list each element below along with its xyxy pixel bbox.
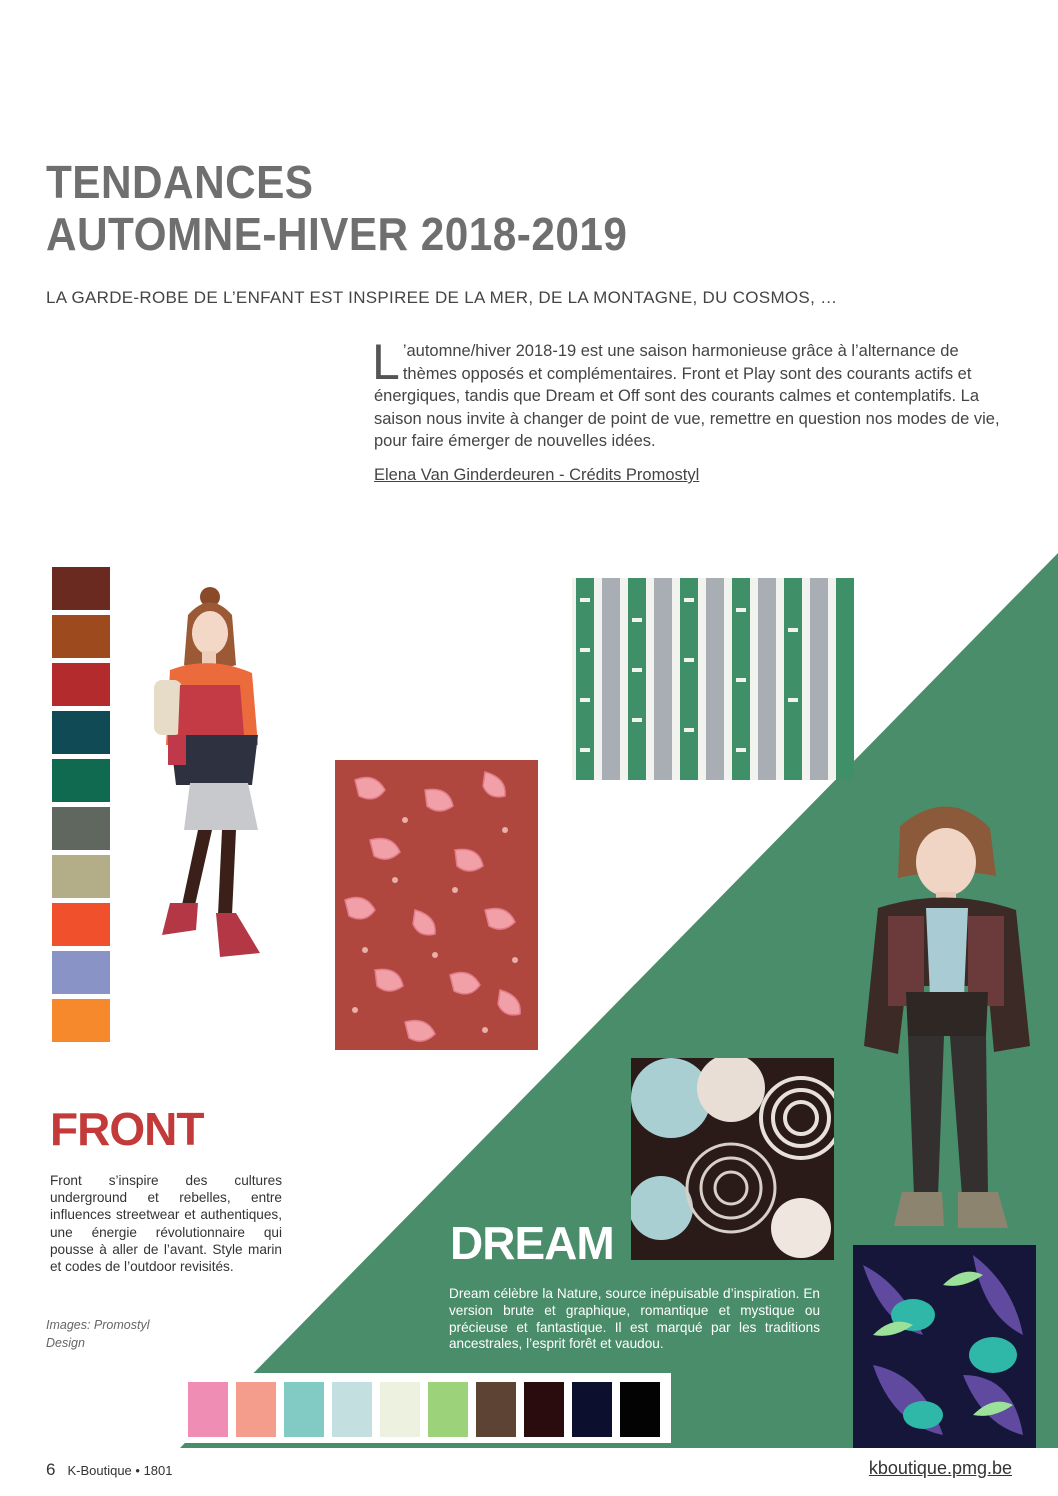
shrimp-print-pattern xyxy=(335,760,538,1050)
front-palette-swatch xyxy=(52,855,110,898)
dream-palette-swatch xyxy=(524,1382,564,1437)
girl-fashion-illustration xyxy=(140,585,270,960)
images-credit-line-1: Images: Promostyl xyxy=(46,1318,150,1332)
footer-publication-info xyxy=(46,1460,172,1480)
front-palette-swatch xyxy=(52,567,110,610)
front-palette-swatch xyxy=(52,615,110,658)
dream-description: Dream célèbre la Nature, source inépuisable d’inspiration. En version brute et graphique, romantique et mystique ou précieuse et fantastique. Il est marqué par les traditions ancestrales, l’esprit forêt et vaudou. xyxy=(449,1286,820,1352)
page-title xyxy=(46,156,627,260)
dream-botanical-pattern xyxy=(853,1245,1036,1448)
dream-circles-pattern xyxy=(631,1058,834,1260)
dream-palette-swatch xyxy=(188,1382,228,1437)
dream-palette-swatch xyxy=(236,1382,276,1437)
front-palette-swatch xyxy=(52,807,110,850)
front-palette-swatch xyxy=(52,903,110,946)
page-number: 6 xyxy=(46,1460,56,1479)
publication-issue: K-Boutique • 1801 xyxy=(67,1463,173,1478)
author-credit-link[interactable]: Elena Van Ginderdeuren - Crédits Promostyl xyxy=(374,466,700,484)
dream-palette-swatch xyxy=(428,1382,468,1437)
front-palette-swatch xyxy=(52,759,110,802)
intro-paragraph xyxy=(372,334,1000,453)
dream-heading: DREAM xyxy=(450,1217,614,1269)
images-credit-line-2: Design xyxy=(46,1336,85,1350)
dream-palette-swatch xyxy=(572,1382,612,1437)
front-palette-swatch xyxy=(52,711,110,754)
website-link[interactable]: kboutique.pmg.be xyxy=(868,1458,1012,1478)
dream-palette-swatch xyxy=(332,1382,372,1437)
dream-palette-swatch xyxy=(380,1382,420,1437)
boy-fashion-illustration xyxy=(858,796,1038,1246)
front-description: Front s’inspire des cultures underground et rebelles, entre influences streetwear et authentiques, une énergie révolutionnaire qui pousse à aller de l’avant. Style marin et codes de l’outdoor revisités. xyxy=(50,1173,282,1275)
images-credit xyxy=(46,1316,150,1352)
intro-text: ’automne/hiver 2018-19 est une saison harmonieuse grâce à l’alternance de thèmes opposés et complémentaires. Front et Play sont des courants actifs et énergiques, tandis que Dream et Off sont des courants calmes et contemplatifs. La saison nous invite à changer de point de vue, remettre en question nos modes de vie, pour faire émerger de nouvelles idées. xyxy=(374,342,1000,450)
page-subtitle: LA GARDE-ROBE DE L’ENFANT EST INSPIREE DE LA MER, DE LA MONTAGNE, DU COSMOS, … xyxy=(46,288,838,307)
front-palette-swatch xyxy=(52,663,110,706)
title-line-2: AUTOMNE-HIVER 2018-2019 xyxy=(46,208,628,260)
dream-palette-swatch xyxy=(620,1382,660,1437)
front-palette-swatch xyxy=(52,999,110,1042)
front-color-palette xyxy=(52,567,110,1047)
dream-palette-swatch xyxy=(284,1382,324,1437)
intro-dropcap: L xyxy=(372,334,400,390)
dream-color-palette xyxy=(180,1373,671,1443)
dream-palette-swatch xyxy=(476,1382,516,1437)
front-palette-swatch xyxy=(52,951,110,994)
front-heading: FRONT xyxy=(50,1103,204,1155)
title-line-1: TENDANCES xyxy=(46,156,314,208)
skate-typography-pattern xyxy=(572,578,854,780)
